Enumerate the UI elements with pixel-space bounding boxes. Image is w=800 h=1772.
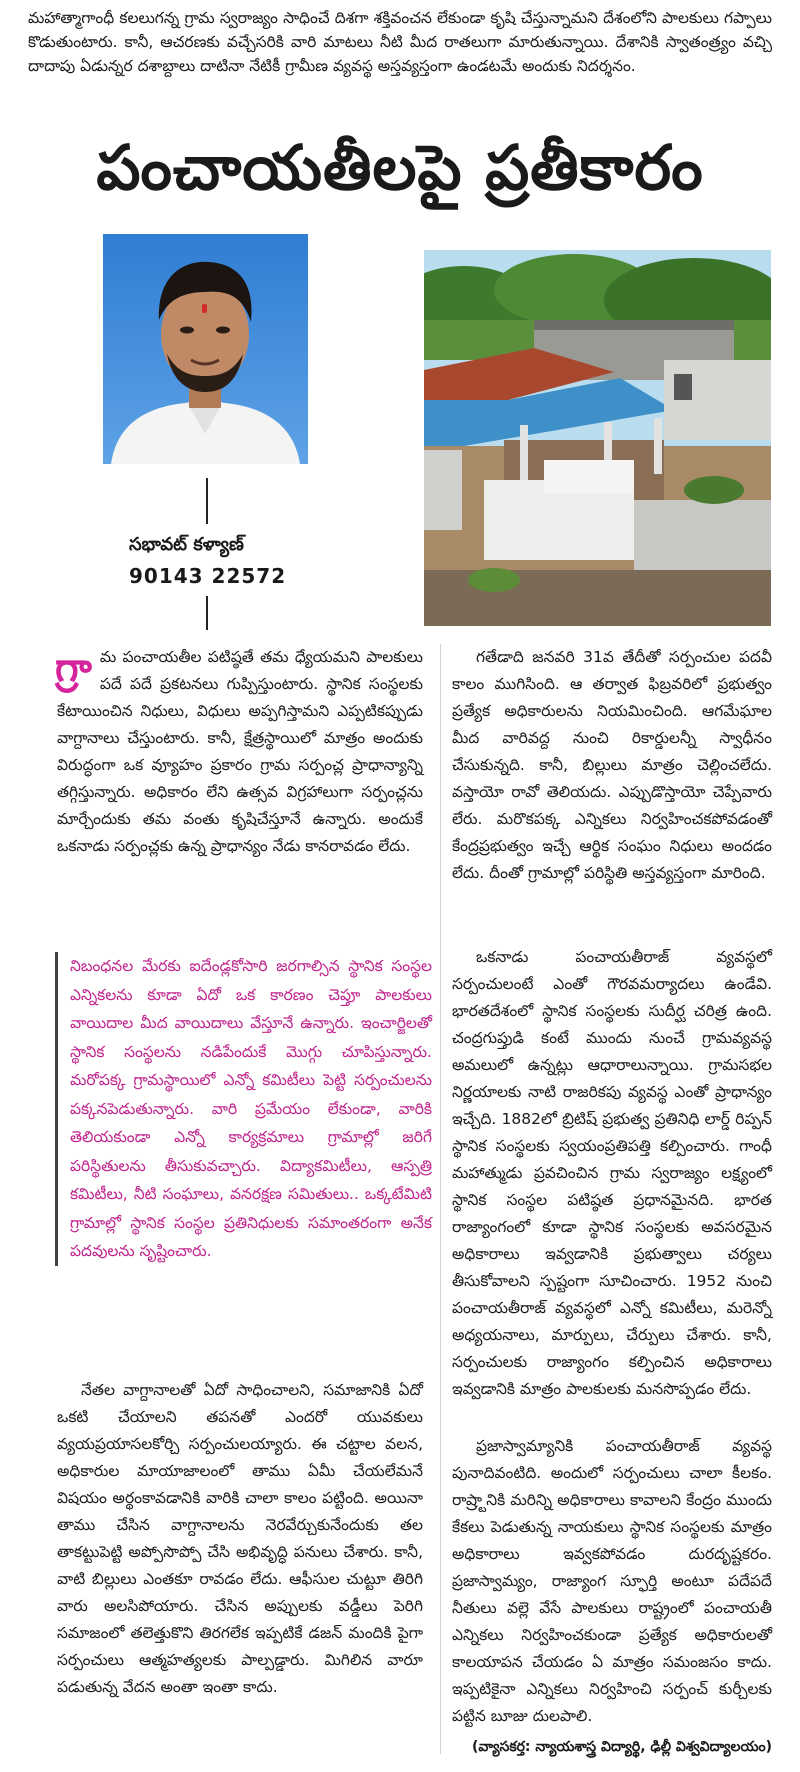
- author-photo-illustration: [103, 234, 308, 464]
- byline-rule-top: [206, 478, 208, 524]
- right-para1: గతేడాది జనవరి 31వ తేదీతో సర్పంచుల పదవీ కాలం ముగిసింది. ఆ తర్వాత ఫిబ్రవరిలో ప్రభుత్వం ప్రత్యేక అధికారులను నియమించింది. ఆగమేఘాల మీద వారివద్ద నుంచి రికార్డులన్నీ స్వాధీనం చేసుకున్నది. కానీ, బిల్లులు మాత్రం చెల్లించలేదు. వస్తాయో రావో తెలియదు. ఎప్పుడొస్తాయో చెప్పేవారు లేరు. మరొకపక్క ఎన్నికలు నిర్వహించకపోవడంతో కేంద్రప్రభుత్వం ఇచ్చే ఆర్థిక సంఘం నిధులు అందడం లేదు. దీంతో గ్రామాల్లో పరిస్థితి అస్తవ్యస్తంగా మారింది.: [452, 648, 772, 882]
- right-column-para3: [452, 1433, 772, 1730]
- pull-quote: నిబంధనల మేరకు ఐదేండ్లకోసారి జరగాల్సిన స్థానిక సంస్థల ఎన్నికలను కూడా ఏదో ఒక కారణం చెప్తూ పాలకులు వాయిదాల మీద వాయిదాలు వేస్తూనే ఉన్నారు. ఇంచార్జిలతో స్థానిక సంస్థలను నడిపేందుకే మొగ్గు చూపిస్తున్నారు. మరోపక్క గ్రామస్థాయిలో ఎన్నో కమిటీలు పెట్టి సర్పంచులను పక్కనపెడుతున్నారు. వారి ప్రమేయం లేకుండా, వారికి తెలియకుండా ఎన్నో కార్యక్రమాలు గ్రామాల్లో జరిగే పరిస్థితులను తీసుకువచ్చారు. విద్యాకమిటీలు, ఆస్పత్రి కమిటీలు, నీటి సంఘాలు, వనరక్షణ సమితులు.. ఒక్కటేమిటి గ్రామాల్లో స్థానిక సంస్థల ప్రతినిధులకు సమాంతరంగా అనేక పదవులను సృష్టించారు.: [55, 952, 432, 1266]
- right-para2: ఒకనాడు పంచాయతీరాజ్ వ్యవస్థలో సర్పంచులంటే ఎంతో గౌరవమర్యాదలు ఉండేవి. భారతదేశంలో స్థానిక సంస్థలకు సుదీర్ఘ చరిత్ర ఉంది. చంద్రగుప్తుడి కంటే ముందు నుంచే గ్రామవ్యవస్థ అమలులో ఉన్నట్లు ఆధారాలున్నాయి. గ్రామసభల నిర్ణయాలకు నాటి రాజరికపు వ్యవస్థ ఎంతో ప్రాధాన్యం ఇచ్చేది. 1882లో బ్రిటిష్ ప్రభుత్వ ప్రతినిధి లార్డ్ రిప్పన్ స్థానిక సంస్థలకు స్వయంప్రతిపత్తి కల్పించారు. గాంధీ మహాత్ముడు ప్రవచించిన గ్రామ స్వరాజ్యం లక్ష్యంలో స్థానిక సంస్థల పటిష్ఠత ప్రధానమైనది. భారత రాజ్యాంగంలో కూడా స్థానిక సంస్థలకు అవసరమైన అధికారాలు ఇవ్వడానికి ప్రభుత్వాలు చర్యలు తీసుకోవాలని స్పష్టంగా సూచించారు. 1952 నుంచి పంచాయతీరాజ్ వ్యవస్థలో ఎన్నో కమిటీలు, మరెన్నో అధ్యయనాలు, మార్పులు, చేర్పులు చేశారు. కానీ, సర్పంచులకు రాజ్యాంగం కల్పించిన అధికారాలు ఇవ్వడానికి మాత్రం పాలకులకు మనసొప్పడం లేదు.: [452, 948, 772, 1398]
- right-para3: ప్రజాస్వామ్యానికి పంచాయతీరాజ్ వ్యవస్థ పునాదివంటిది. అందులో సర్పంచులు చాలా కీలకం. రాష్ర్టానికి మరిన్ని అధికారాలు కావాలని కేంద్రం ముందు కేకలు పెడుతున్న నాయకులు స్థానిక సంస్థలకు మాత్రం అధికారాలు ఇవ్వకపోవడం దురదృష్టకరం. ప్రజాస్వామ్యం, రాజ్యాంగ స్ఫూర్తి అంటూ పదేపదే నీతులు వల్లె వేసే పాలకులు రాష్ట్రంలో పంచాయతీ ఎన్నికలు నిర్వహించకుండా ప్రత్యేక అధికారులతో కాలయాపన చేయడం ఏ మాత్రం సమంజసం కాదు. ఇప్పటికైనా ఎన్నికలు నిర్వహించి సర్పంచ్ కుర్చీలకు పట్టిన బూజు దులపాలి.: [452, 1437, 772, 1725]
- left-para1: [57, 644, 423, 860]
- intro-paragraph: మహాత్మాగాంధీ కలలుగన్న గ్రామ స్వరాజ్యం సాధించే దిశగా శక్తివంచన లేకుండా కృషి చేస్తున్నామని దేశంలోని పాలకులు గప్పాలు కొడుతుంటారు. కానీ, ఆచరణకు వచ్చేసరికి వారి మాటలు నీటి మీద రాతలుగా మారుతున్నాయి. దేశానికి స్వాతంత్ర్యం వచ్చి దాదాపు ఏడున్నర దశాబ్దాలు దాటినా నేటికీ గ్రామీణ వ్యవస్థ అస్తవ్యస్తంగా ఉండటమే అందుకు నిదర్శనం.: [28, 9, 772, 75]
- author-byline: [129, 532, 349, 590]
- headline: పంచాయతీలపై ప్రతీకారం: [96, 131, 704, 204]
- right-column-para1: [452, 644, 772, 887]
- column-divider: [440, 644, 441, 1754]
- village-photo: [424, 250, 771, 626]
- right-column-para2: [452, 944, 772, 1403]
- author-credit: (వ్యాసకర్త: న్యాయశాస్త్ర విద్యార్థి, ఢిల్లీ విశ్వవిద్యాలయం): [472, 1739, 772, 1755]
- author-phone: 90143 22572: [129, 564, 287, 588]
- author-photo: [103, 234, 308, 464]
- left-column-para2: [57, 1377, 423, 1701]
- byline-rule-bottom: [206, 596, 208, 630]
- left-para1-text: మ పంచాయతీల పటిష్ఠతే తమ ధ్యేయమని పాలకులు పదే పదే ప్రకటనలు గుప్పిస్తుంటారు. స్థానిక సంస్థలకు కేటాయించిన నిధులు, విధులు అప్పగిస్తామని ఎప్పటికప్పుడు వాగ్దానాలు చేస్తుంటారు. కానీ, క్షేత్రస్థాయిలో మాత్రం అందుకు విరుద్ధంగా ఒక వ్యూహం ప్రకారం గ్రామ సర్పంచ్ల ప్రాధాన్యాన్ని తగ్గిస్తున్నారు. అధికారం లేని ఉత్సవ విగ్రహాలుగా సర్పంచ్లను మార్చేందుకు తమ వంతు కృషిచేస్తూనే ఉన్నారు. అందుకే ఒకనాడు సర్పంచ్లకు ఉన్న ప్రాధాన్యం నేడు కానరావడం లేదు.: [57, 648, 423, 855]
- dropcap: గ్రా: [55, 645, 92, 691]
- village-photo-illustration: [424, 250, 771, 626]
- left-column-para1: [57, 644, 423, 860]
- author-name: సభావట్ కళ్యాణ్: [129, 534, 244, 555]
- left-para2: నేతల వాగ్దానాలతో ఏదో సాధించాలని, సమాజానికి ఏదో ఒకటి చేయాలని తపనతో ఎందరో యువకులు వ్యయప్రయాసలకోర్చి సర్పంచులయ్యారు. ఈ చట్టాల వలన, అధికారుల మాయాజాలంలో తాము ఏమీ చేయలేమనే విషయం అర్థంకావడానికి వారికి చాలా కాలం పట్టింది. అయినా తాము చేసిన వాగ్దానాలను నెరవేర్చుకునేందుకు తల తాకట్టుపెట్టి అప్పోసొప్పో చేసి అభివృద్ధి పనులు చేశారు. కానీ, వాటి బిల్లులు ఎంతకూ రావడం లేదు. ఆఫీసుల చుట్టూ తిరిగి వారు అలసిపోయారు. చేసిన అప్పులకు వడ్డీలు పెరిగి సమాజంలో తలెత్తుకొని తిరగలేక ఇప్పటికే డజన్ మందికి పైగా సర్పంచులు ఆత్మహత్యలకు పాల్పడ్డారు. మిగిలిన వారూ పడుతున్న వేదన అంతా ఇంతా కాదు.: [57, 1381, 423, 1696]
